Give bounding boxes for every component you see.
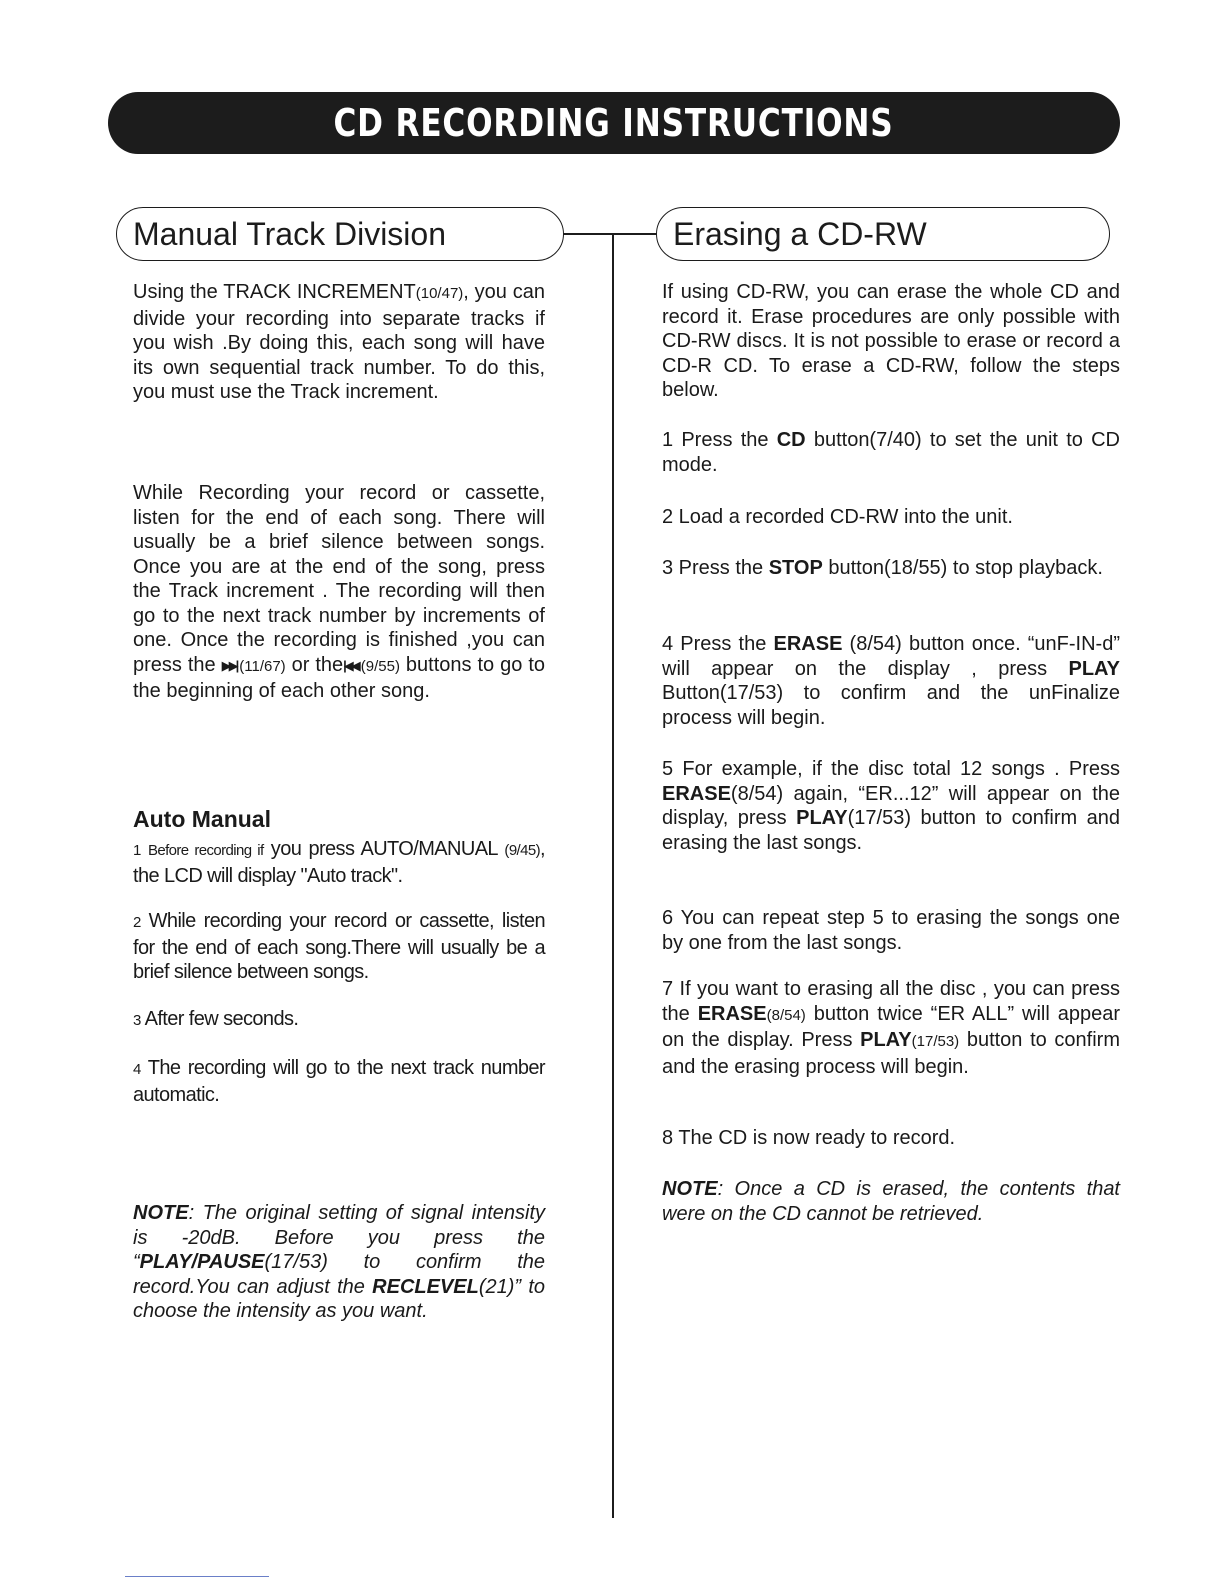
auto-manual-step-2: 2 While recording your record or cassette, listen for the end of each song.There will usually be a brief silence between songs. — [133, 910, 545, 983]
auto-manual-step-4: 4 The recording will go to the next track number automatic. — [133, 1057, 545, 1106]
erase-step-8: 8 The CD is now ready to record. — [662, 1127, 956, 1149]
erase-step-6: 6 You can repeat step 5 to erasing the songs one by one from the last songs. — [662, 907, 1120, 954]
left-recording-paragraph: While Recording your record or cassette, listen for the end of each song. There will usually be a brief silence between songs. Once you are at the end of the song, press the Track increment . The recording will then go to the next track number by increments of one. Once the recording is finished ,you can press the ▶▶| (11/67) or the|◀◀ (9/55) buttons to go to the beginning of each other song. — [133, 482, 545, 702]
page-title: CD RECORDING INSTRUCTIONS — [333, 101, 895, 145]
previous-track-icon: |◀◀ — [343, 657, 358, 673]
column-divider — [612, 233, 614, 1518]
header-connector-line — [563, 233, 657, 235]
auto-manual-heading: Auto Manual — [133, 806, 271, 832]
section-title-erasing-cd-rw: Erasing a CD-RW — [656, 207, 1110, 261]
footer-rule — [125, 1576, 269, 1577]
left-note: NOTE: The original setting of signal intensity is -20dB. Before you press the “PLAY/PAUSE(17/53) to confirm the record.You can adjust the RECLEVEL(21)” to choose the intensity as you want. — [133, 1202, 546, 1322]
left-intro-paragraph: Using the TRACK INCREMENT(10/47), you can divide your recording into separate tracks if you wish .By doing this, each song will have its own sequential track number. To do this, you must use the Track increment. — [133, 281, 545, 403]
page-banner — [108, 92, 1120, 154]
right-intro-paragraph: If using CD-RW, you can erase the whole CD and record it. Erase procedures are only possible with CD-RW discs. It is not possible to erase or record a CD-R CD. To erase a CD-RW, follow the steps below. — [662, 281, 1120, 401]
erase-step-7: 7 If you want to erasing all the disc , you can press the ERASE(8/54) button twice “ER ALL” will appear on the display. Press PLAY(17/53) button to confirm and the erasing process will begin. — [662, 978, 1120, 1078]
erase-step-5: 5 For example, if the disc total 12 songs . Press ERASE(8/54) again, “ER...12” will appear on the display, press PLAY(17/53) button to confirm and erasing the last songs. — [662, 758, 1120, 854]
next-track-icon: ▶▶| — [221, 657, 237, 673]
auto-manual-step-3: 3 After few seconds. — [133, 1008, 299, 1030]
erase-step-4: 4 Press the ERASE (8/54) button once. “unF-IN-d” will appear on the display , press PLAY Button(17/53) to confirm and the unFinalize process will begin. — [662, 633, 1121, 729]
erase-step-3: 3 Press the STOP button(18/55) to stop playback. — [662, 557, 1103, 579]
erase-step-2: 2 Load a recorded CD-RW into the unit. — [662, 506, 1013, 528]
auto-manual-step-1: 1 Before recording if you press AUTO/MANUAL (9/45), the LCD will display "Auto track". — [133, 838, 545, 887]
erase-step-1: 1 Press the CD button(7/40) to set the unit to CD mode. — [662, 429, 1120, 476]
section-title-manual-track-division: Manual Track Division — [116, 207, 564, 261]
right-note: NOTE: Once a CD is erased, the contents that were on the CD cannot be retrieved. — [662, 1178, 1120, 1225]
